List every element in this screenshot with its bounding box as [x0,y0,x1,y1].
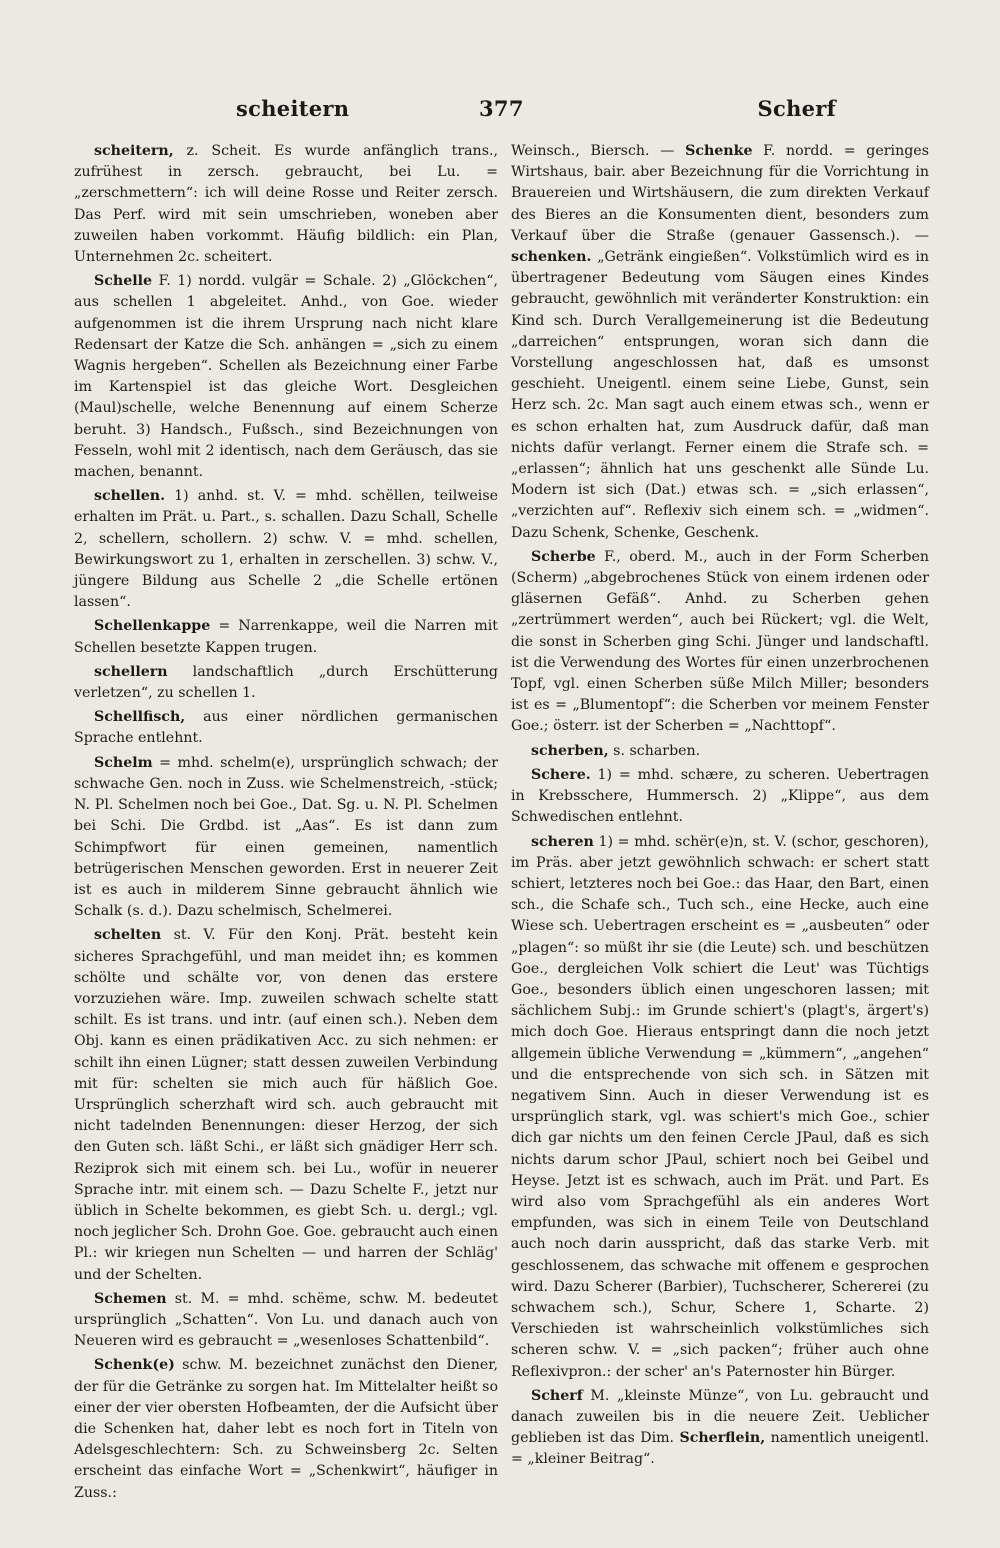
entry-schellern [74,662,498,704]
entry-schere [511,765,929,829]
entry-text: M. „kleinste Münze“, von Lu. gebraucht und danach zuweilen bis in die neuere Zeit. Ueblicher geblieben ist das Dim. [511,1387,929,1447]
entry-text: landschaftlich „durch Erschütterung verletzen“, zu schellen 1. [74,663,498,702]
entry-schelm [74,753,498,923]
entry-scheren [511,832,929,1383]
entry-text: s. scharben. [608,742,701,759]
headword: Schere. [531,766,591,783]
headword: schelten [94,927,162,944]
entry-text: z. Scheit. Es wurde anfänglich trans., zufrühest in zersch. gebraucht, bei Lu. = „zerschmettern“: ich will deine Rosse und Reiter zersch. Das Perf. wird mit sein umschrieben, woneben aber zuweilen haben vorkommt. Häufig bildlich: ein Plan, Unternehmen 2c. scheitert. [74,143,498,266]
entry-schenke-m [74,1355,498,1503]
entry-schelten [74,925,498,1285]
entry-text: Weinsch., Biersch. — [511,143,686,159]
entry-text: = mhd. schelm(e), ursprünglich schwach; der schwache Gen. noch in Zuss. wie Schelmenstreich, -stück; N. Pl. Schelmen noch bei Goe., Dat. Sg. u. N. Pl. Schelmen bei Schi. Die Grdbd. ist „Aas“. Es ist dann zum Schimpfwort für einen gemeinen, namentlich betrügerischen Menschen geworden. Erst in neuerer Zeit ist es auch in milderem Sinne gebraucht ähnlich wie Schalk (s. d.). Dazu schelmisch, Schelmerei. [74,754,498,920]
headword: schenken. [511,249,592,266]
running-header [76,96,922,130]
entry-text: = Narrenkappe, weil die Narren mit Schellen besetzte Kappen trugen. [74,618,498,656]
headword: Schellfisch, [94,709,186,726]
headword: Schellenkappe [94,618,211,635]
headword: Schenke [685,143,753,159]
header-right-catchword: Scherf [757,96,836,121]
entry-text: st. M. = mhd. schëme, schw. M. bedeutet ursprünglich „Schatten“. Von Lu. und danach auch von Neueren wird es gebraucht = „wesenloses Schattenbild“. [74,1290,498,1350]
headword: Schenk(e) [94,1357,175,1374]
entry-schelle [74,271,498,483]
entry-text: 1) = mhd. schære, zu scheren. Uebertragen in Krebsschere, Hummersch. 2) „Klippe“, aus dem Schwedischen entlehnt. [511,766,929,826]
headword: Scherf [531,1387,583,1404]
entry-scherben [511,741,929,762]
entry-text: F. 1) nordd. vulgär = Schale. 2) „Glöckchen“, aus schellen 1 abgeleitet. Anhd., von Goe. wieder aufgenommen ist die ihrem Ursprung nach nicht klare Redensart der Katze die Sch. anhängen = „sich zu einem Wagnis hergeben“. Schellen als Bezeichnung einer Farbe im Kartenspiel ist das gleiche Wort. Desgleichen (Maul)schelle, welche Benennung auf einem Scherze beruht. 3) Handsch., Fußsch., sind Bezeichnungen von Fesseln, wohl mit 2 identisch, nach dem Geräusch, das sie machen, benannt. [74,273,498,481]
headword: Schelm [94,754,153,771]
entry-text: F. nordd. = geringes Wirtshaus, bair. aber Bezeichnung für die Vorrichtung in Brauereien und Wirtshäusern, die zum direkten Verkauf des Bieres an die Konsumenten dient, besonders zum Verkauf über die Straße (genauer Gassensch.). — [511,143,929,244]
entry-schellenkappe [74,616,498,658]
headword: scherben, [531,742,609,759]
entry-scherf [511,1386,929,1471]
headword: scheitern, [94,143,174,159]
entry-text: „Getränk eingießen“. Volkstümlich wird es in übertragener Bedeutung vom Säugen eines Kindes gebraucht, gewöhnlich mit veränderter Konstruktion: ein Kind sch. Durch Verallgemeinerung ist die Bedeutung „darreichen“ entsprungen, woran sich dann die Vorstellung angeschlossen hat, daß es umsonst geschieht. Uneigentl. einem seine Liebe, Gunst, sein Herz sch. 2c. Man sagt auch einem etwas sch., wenn er es schon erhalten hat, zum Ausdruck dafür, daß man nichts dafür verlangt. Ferner einem die Strafe sch. = „erlassen“; ähnlich hat uns geschenkt alle Sünde Lu. Modern ist sich (Dat.) etwas sch. = „sich erlassen“, „verzichten auf“. Reflexiv sich einem sch. = „widmen“. Dazu Schenk, Schenke, Geschenk. [511,249,929,541]
entry-text: aus einer nördlichen germanischen Sprache entlehnt. [74,709,498,747]
headword: schellen. [94,488,166,505]
entry-text: schw. M. bezeichnet zunächst den Diener, der für die Getränke zu sorgen hat. Im Mittelalter heißt so einer der vier obersten Hofbeamten, der die Aufsicht über die Schenken hat, daher lebt es noch fort in Titeln von Adelsgeschlechtern: Sch. zu Schweinsberg 2c. Selten erscheint das einfache Wort = „Schenkwirt“, häufiger in Zuss.: [74,1357,498,1501]
headword: Scherbe [531,548,596,565]
right-column [511,141,929,1471]
entry-schellen [74,486,498,613]
left-column [74,141,498,1504]
headword: schellern [94,663,168,680]
page-number: 377 [479,96,524,121]
header-left-catchword: scheitern [236,96,350,121]
entry-text: 1) = mhd. schër(e)n, st. V. (schor, geschoren), im Präs. aber jetzt gewöhnlich schwach: er schert statt schiert, letzteres noch bei Goe.: das Haar, den Bart, einen sch., die Schafe sch., Tuch sch., eine Hecke, auch eine Wiese sch. Uebertragen erscheint es = „ausbeuten“ oder „plagen“: so müßt ihr sie (die Leute) sch. und beschützen Goe., dergleichen Volk schiert die Leut' was Tüchtigs Goe., besonders üblich einen ungeschoren lassen; mit sächlichem Subj.: im Grunde schiert's (plagt's, ärgert's) mich doch Goe. Hieraus entspringt dann die noch jetzt allgemein übliche Verwendung = „kümmern“, „angehen“ und die entsprechende von sich sch. in Sätzen mit negativem Sinn. Auch in dieser Verwendung ist es ursprünglich stark, vgl. was schiert's mich Goe., schier dich gar nichts um den feinen Cercle JPaul, daß es sich nichts darum schor JPaul, schiert noch bei Geibel und Heyse. Jetzt ist es schwach, auch im Prät. und Part. Es wird also vom Sprachgefühl als ein anderes Wort empfunden, was sich in einem Teile von Deutschland auch noch darin ausspricht, daß das starke Verb. mit geschlossenem, das schwache mit offenem e gesprochen wird. Dazu Scherer (Barbier), Tuchscherer, Schererei (zu schwachem sch.), Schur, Schere 1, Scharte. 2) Verschieden ist wahrscheinlich volkstümliches sich scheren schw. V. = „sich packen“; früher auch ohne Reflexivpron.: der scher' an's Paternoster hin Bürger. [511,833,929,1380]
entry-scheitern [74,141,498,268]
headword: scheren [531,833,594,850]
entry-text: 1) anhd. st. V. = mhd. schëllen, teilweise erhalten im Prät. u. Part., s. schallen. Dazu Schall, Schelle 2, schellern, schollern. 2) schw. V. = mhd. schellen, Bewirkungswort zu 1, erhalten in zerschellen. 3) schw. V., jüngere Bildung aus Schelle 2 „die Schelle ertönen lassen“. [74,488,498,611]
entry-text: st. V. Für den Konj. Prät. besteht kein sicheres Sprachgefühl, und man meidet ihn; es kommen schölte und schälte vor, von denen das erstere vorzuziehen wäre. Imp. zuweilen schwach schelte statt schilt. Es ist trans. und intr. (auf einen sch.). Neben dem Obj. kann es einen prädikativen Acc. zu sich nehmen: er schilt ihn einen Lügner; statt dessen zuweilen Verbindung mit für: schelten sie mich auch für häßlich Goe. Ursprünglich scherzhaft wird sch. auch gebraucht mit nicht tadelnden Benennungen: dieser Herzog, der sich den Guten sch. läßt Schi., er läßt sich gnädiger Herr sch. Reziprok sich mit einem sch. bei Lu., wofür in neuerer Sprache intr. mit einem sch. — Dazu Schelte F., jetzt nur üblich in Schelte bekommen, es giebt Sch. u. dergl.; vgl. noch jeglicher Sch. Drohn Goe. Goe. gebraucht auch einen Pl.: wir kriegen nun Schelten — und harren der Schläg' und der Schelten. [74,927,498,1283]
entry-scherbe [511,547,929,738]
entry-schellfisch [74,707,498,749]
entry-text: namentlich uneigentl. = „kleiner Beitrag“. [511,1430,929,1468]
headword: Scherflein, [679,1430,766,1447]
entry-schemen [74,1289,498,1353]
entry-text: F., oberd. M., auch in der Form Scherben (Scherm) „abgebrochenes Stück von einem irdenen oder gläsernen Gefäß“. Anhd. zu Scherben gehen „zertrümmert werden“, auch bei Rückert; vgl. die Welt, die sonst in Scherben ging Schi. Jünger und landschaftl. ist die Verwendung des Wortes für einen unzerbrochenen Topf, vgl. einen Scherben süße Milch Miller; besonders ist es = „Blumentopf“: die Scherben vor meinem Fenster Goe.; österr. ist der Scherben = „Nachttopf“. [511,548,929,735]
headword: Schelle [94,273,153,290]
entry-continuation-schenke [511,141,929,544]
headword: Schemen [94,1290,167,1307]
